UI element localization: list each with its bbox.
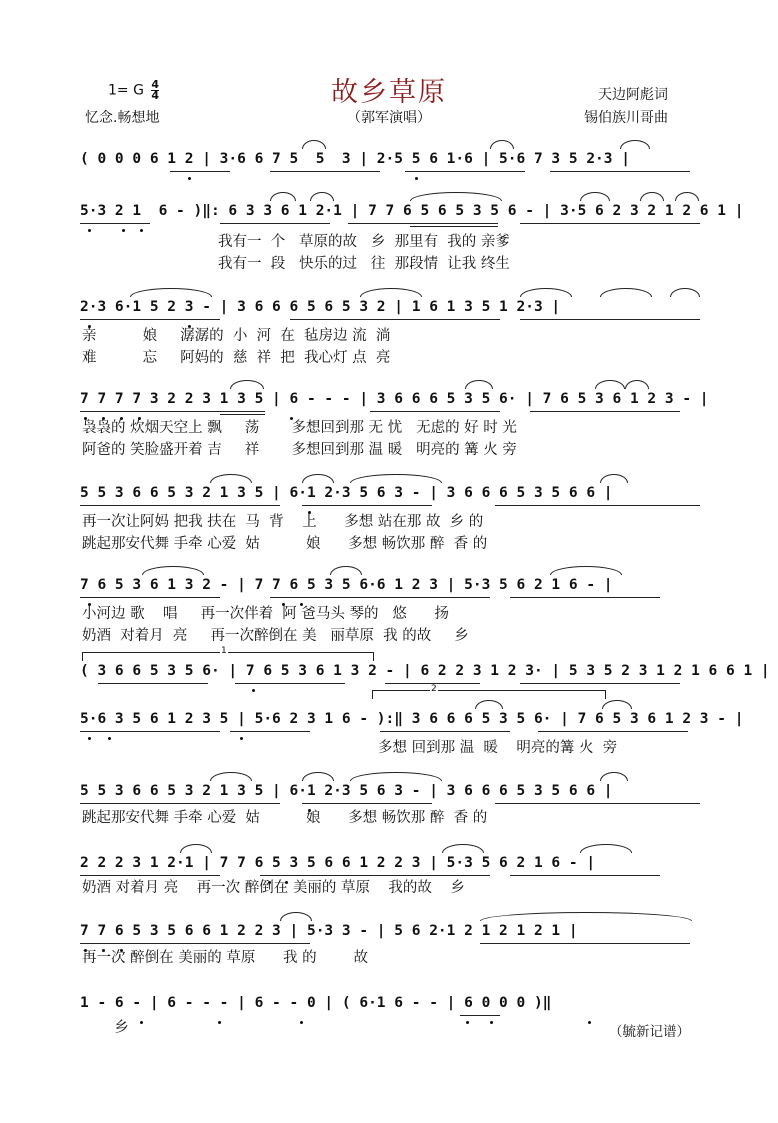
notation-line: ( 0 0 0 6 1 2 | 3·6 6 7 5 5 3 | 2·5 5 6 1·6 | 5·6 7 3 5 2·3 | bbox=[80, 151, 630, 167]
notation-line: 7 7 7 7 3 2 2 3 1 3 5 | 6 - - - | 3 6 6 6 5 3 5 6· | 7 6 5 3 6 1 2 3 - | bbox=[80, 391, 709, 407]
lyric-verse-1: 我有一 个 草原的故 乡 那里有 我的 亲爹 bbox=[218, 234, 510, 250]
volta-label-1: 1 bbox=[221, 646, 227, 656]
transcriber-credit: （毓新记谱） bbox=[609, 1024, 690, 1040]
notation-line: 7 7 6 5 3 5 6 6 1 2 2 3 | 5·3 3 - | 5 6 2·1 2 1 2 1 2 1 | bbox=[80, 923, 578, 939]
score-row bbox=[80, 148, 700, 170]
lyric-verse-1: 再一次让阿妈 把我 扶在 马 背 上 多想 站在那 故 乡 的 bbox=[82, 514, 484, 530]
lyric-verse-1: 小河边 歌 唱 再一次伴着 阿 爸马头 琴的 悠 扬 bbox=[82, 606, 450, 622]
notation-line: 5 5 3 6 6 5 3 2 1 3 5 | 6·1 2·3 5 6 3 - | 3 6 6 6 5 3 5 6 6 | bbox=[80, 783, 613, 799]
notation-line: 5·6 3 5 6 1 2 3 5 | 5·6 2 3 1 6 - ):‖ 3 6 6 6 5 3 5 6· | 7 6 5 3 6 1 2 3 - | bbox=[80, 711, 744, 727]
score-row bbox=[80, 574, 700, 596]
volta-label-2: 2 bbox=[431, 684, 437, 694]
composer-credit: 锡伯族川哥曲 bbox=[584, 110, 668, 126]
score-row bbox=[80, 780, 700, 802]
volta-bracket-2 bbox=[372, 690, 606, 699]
score-row bbox=[80, 708, 744, 730]
notation-line: 2·3 6·1 5 2 3 - | 3 6 6 6 5 6 5 3 2 | 1 6 1 3 5 1 2·3 | bbox=[80, 299, 561, 315]
notation-line: 1 - 6 - | 6 - - - | 6 - - 0 | ( 6·1 6 - - | 6 0 0 0 )‖ bbox=[80, 995, 552, 1011]
lyric-verse-1: 乡 bbox=[82, 1020, 129, 1036]
lyric-verse-1: 再一次 醉倒在 美丽的 草原 我 的 故 bbox=[82, 950, 368, 966]
score-row bbox=[80, 992, 700, 1014]
lyric-verse-1: 袅袅的 炊烟天空上 飘 荡 多想回到那 无 忧 无虑的 好 时 光 bbox=[82, 420, 517, 436]
score-row bbox=[80, 660, 770, 682]
lyricist-credit: 天边阿彪词 bbox=[598, 87, 668, 103]
time-signature-bottom: 4 bbox=[151, 89, 160, 102]
score-row bbox=[80, 482, 700, 504]
lyric-verse-2: 阿爸的 笑脸盛开着 吉 祥 多想回到那 温 暖 明亮的 篝 火 旁 bbox=[82, 442, 517, 458]
notation-line: 7 6 5 3 6 1 3 2 - | 7 7 6 5 3 5 6·6 1 2 3 | 5·3 5 6 2 1 6 - | bbox=[80, 577, 613, 593]
score-row bbox=[80, 296, 700, 318]
time-signature-top: 4 bbox=[151, 78, 160, 91]
singer-credit: （郭军演唱） bbox=[347, 110, 431, 126]
lyric-verse-2: 跳起那安代舞 手牵 心爱 姑 娘 多想 畅饮那 醉 香 的 bbox=[82, 536, 488, 552]
lyric-verse-2: 我有一 段 快乐的过 往 那段情 让我 终生 bbox=[218, 256, 510, 272]
score-row bbox=[80, 852, 700, 874]
score-row bbox=[80, 920, 700, 942]
song-title: 故乡草原 bbox=[331, 77, 447, 108]
tempo-marking: 忆念.畅想地 bbox=[85, 110, 160, 126]
lyric-verse-1: 亲 娘 潺潺的 小 河 在 毡房边 流 淌 bbox=[82, 328, 391, 344]
lyric-verse-1: 奶酒 对着月 亮 再一次 醉倒在 美丽的 草原 我的故 乡 bbox=[82, 880, 465, 896]
lyric-verse-2: 难 忘 阿妈的 慈 祥 把 我心灯 点 亮 bbox=[82, 350, 391, 366]
key-signature: 1= G $\frac{4}{4}$ bbox=[108, 78, 160, 102]
notation-line: 5 5 3 6 6 5 3 2 1 3 5 | 6·1 2·3 5 6 3 - | 3 6 6 6 5 3 5 6 6 | bbox=[80, 485, 613, 501]
lyric-verse-1: 跳起那安代舞 手牵 心爱 姑 娘 多想 畅饮那 醉 香 的 bbox=[82, 810, 488, 826]
notation-line: ( 3 6 6 5 3 5 6· | 7 6 5 3 6 1 3 2 - | 6 2 2 3 1 2 3· | 5 3 5 2 3 1 2 1 6 6 1 | bbox=[80, 663, 770, 679]
lyric-verse-2: 多想 回到那 温 暖 明亮的篝 火 旁 bbox=[378, 740, 618, 756]
score-row bbox=[80, 200, 744, 222]
lyric-verse-2: 奶酒 对着月 亮 再一次醉倒在 美 丽草原 我 的故 乡 bbox=[82, 628, 469, 644]
notation-line: 5·3 2 1 6 - )‖: 6 3 3 6 1 2·1 | 7 7 6 5 6 5 3 5 6 - | 3·5 6 2 3 2 1 2 6 1 | bbox=[80, 203, 744, 219]
notation-line: 2 2 2 3 1 2·1 | 7 7 6 5 3 5 6 6 1 2 2 3 | 5·3 5 6 2 1 6 - | bbox=[80, 855, 596, 871]
score-row bbox=[80, 388, 709, 410]
